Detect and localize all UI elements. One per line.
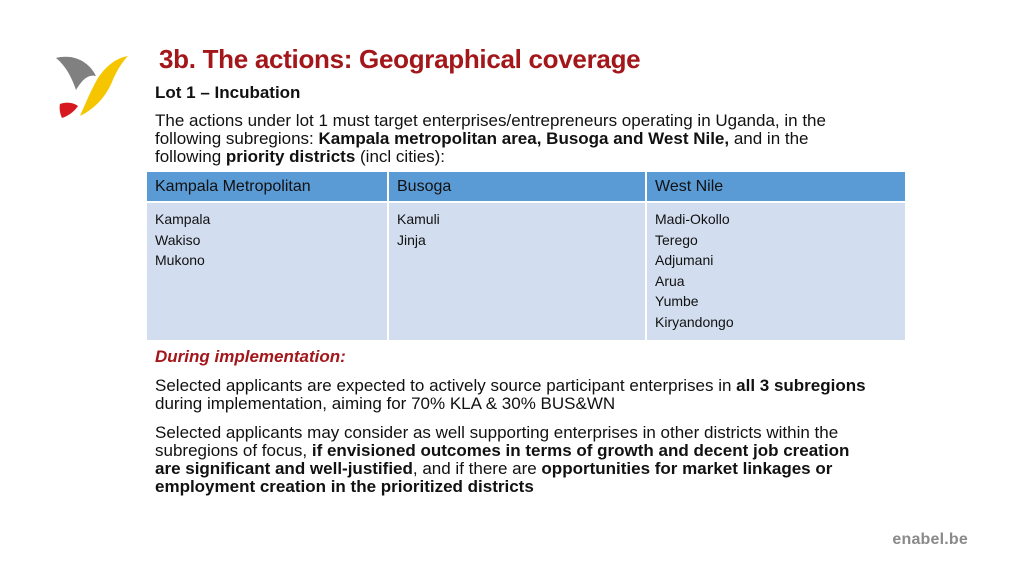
enabel-website-link[interactable]: enabel.be [892, 531, 968, 548]
busoga-districts-cell [388, 202, 646, 340]
logo-gray-wing [56, 57, 96, 90]
header-kampala-metropolitan: Kampala Metropolitan [147, 172, 388, 202]
table-row [147, 202, 905, 340]
district-item: Madi-Okollo [655, 211, 730, 227]
enabel-bird-logo-icon [52, 50, 132, 122]
subregion-districts-table [147, 172, 905, 340]
header-busoga: Busoga [388, 172, 646, 202]
impl-p1-text-1: Selected applicants are expected to actively source participant enterprises in [155, 376, 737, 395]
slide-subtitle: Lot 1 – Incubation [155, 83, 301, 102]
district-item: Wakiso [155, 231, 201, 248]
kampala-districts-cell [147, 202, 388, 340]
district-item: Arua [655, 272, 685, 289]
district-item: Terego [655, 231, 698, 248]
district-item: Mukono [155, 252, 205, 268]
district-item: Yumbe [655, 293, 699, 309]
intro-text-3: (incl cities): [355, 147, 446, 166]
impl-p2-bold-2: opportunities for market linkages or employment creation in the prioritized districts [155, 459, 833, 496]
intro-text-2: and in the following [155, 129, 809, 166]
logo-red-tail [60, 103, 78, 118]
district-item: Adjumani [655, 252, 714, 268]
impl-p2-text-1: Selected applicants may consider as well supporting enterprises in other districts within the subregions of focus, [155, 423, 839, 460]
implementation-paragraph-2 [155, 424, 875, 496]
header-west-nile: West Nile [646, 172, 905, 202]
impl-p1-text-2: during implementation, aiming for 70% KLA & 30% BUS&WN [155, 394, 616, 413]
intro-paragraph [155, 112, 875, 166]
intro-bold-2: priority districts [225, 147, 356, 166]
table-header-row [147, 172, 905, 202]
district-item: Jinja [397, 231, 426, 248]
slide-title: 3b. The actions: Geographical coverage [159, 44, 641, 74]
implementation-paragraph-1 [155, 377, 875, 413]
impl-p2-text-2: , and if there are [412, 459, 542, 478]
district-item: Kamuli [397, 211, 440, 227]
impl-p2-bold-1: if envisioned outcomes in terms of growth and decent job creation are significant and well-justified [155, 441, 850, 478]
intro-text-1: The actions under lot 1 must target enterprises/entrepreneurs operating in Uganda, in the following subregions: [155, 111, 826, 148]
district-item: Kampala [155, 211, 211, 227]
district-item: Kiryandongo [655, 313, 734, 330]
implementation-heading: During implementation: [155, 347, 346, 366]
west-nile-districts-cell [646, 202, 905, 340]
intro-bold-1: Kampala metropolitan area, Busoga and West Nile, [318, 129, 730, 148]
impl-p1-bold-1: all 3 subregions [736, 376, 866, 395]
